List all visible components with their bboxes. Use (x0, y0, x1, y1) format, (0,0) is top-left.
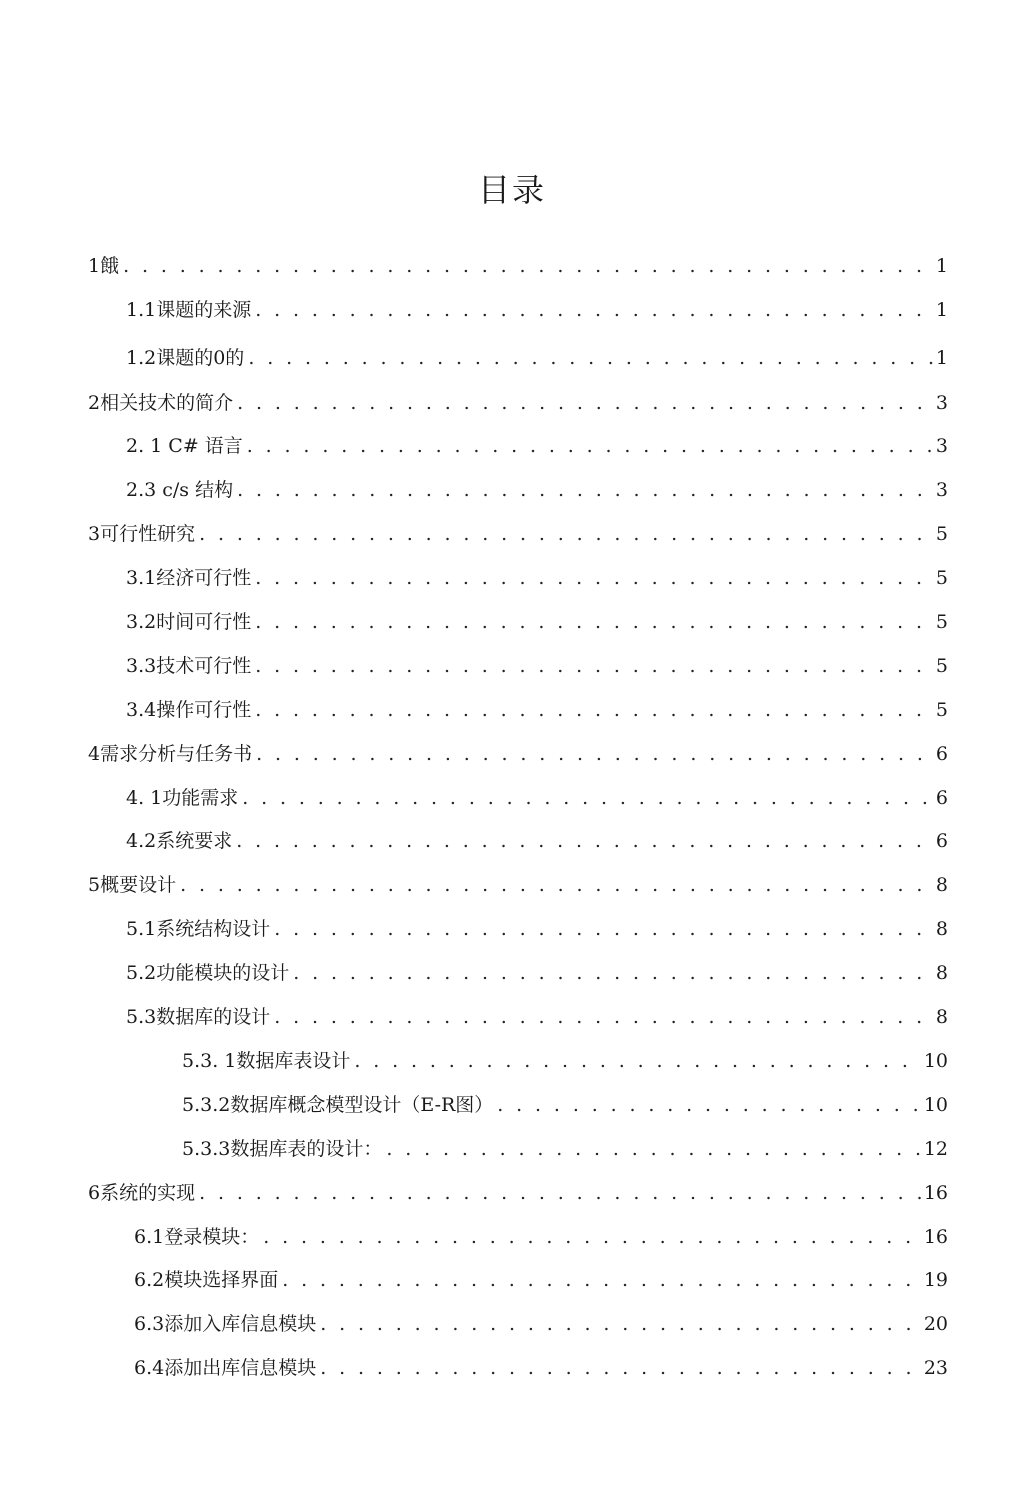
toc-entry-page: 1 (935, 299, 948, 321)
toc-entry[interactable] (134, 1308, 948, 1340)
toc-entry[interactable] (182, 1133, 948, 1165)
toc-leader-dots (320, 1352, 922, 1384)
toc-leader-dots (256, 738, 934, 770)
toc-entry-label: 3.2时间可行性 (126, 611, 252, 633)
toc-leader-dots (255, 562, 934, 594)
toc-entry[interactable] (126, 694, 948, 726)
toc-entry-label: 5概要设计 (88, 874, 177, 896)
toc-entry-page: 20 (923, 1313, 948, 1335)
toc-leader-dots (274, 1001, 934, 1033)
toc-leader-dots (123, 250, 934, 282)
toc-entry[interactable] (126, 294, 948, 326)
toc-entry[interactable] (88, 250, 948, 282)
toc-entry-label: 6.4添加出库信息模块 (134, 1357, 317, 1379)
toc-entry-page: 8 (935, 962, 948, 984)
toc-entry-label: 4需求分析与任务书 (88, 743, 253, 765)
toc-entry-label: 5.1系统结构设计 (126, 918, 271, 940)
toc-leader-dots (247, 430, 934, 462)
toc-leader-dots (255, 606, 934, 638)
toc-entry-page: 19 (923, 1269, 948, 1291)
toc-leader-dots (354, 1045, 921, 1077)
toc-entry-page: 5 (935, 523, 948, 545)
toc-entry[interactable] (126, 1001, 948, 1033)
toc-entry[interactable] (134, 1264, 948, 1296)
toc-entry-label: 3.4操作可行性 (126, 699, 252, 721)
toc-leader-dots (242, 782, 934, 814)
toc-entry-label: 1.2课题的0的 (126, 347, 245, 369)
toc-leader-dots (237, 474, 934, 506)
toc-entry-page: 1 (935, 255, 948, 277)
toc-entry-label: 2相关技术的简介 (88, 392, 234, 414)
toc-entry-page: 10 (923, 1094, 948, 1116)
toc-entry-page: 23 (923, 1357, 948, 1379)
toc-entry-page: 6 (935, 743, 948, 765)
toc-entry[interactable] (88, 387, 948, 419)
toc-entry-label: 6系统的实现 (88, 1182, 196, 1204)
toc-entry-label: 3.3技术可行性 (126, 655, 252, 677)
toc-entry-page: 6 (935, 787, 948, 809)
toc-leader-dots (263, 1221, 922, 1253)
toc-leader-dots (320, 1308, 922, 1340)
toc-entry-label: 6.2模块选择界面 (134, 1269, 279, 1291)
toc-leader-dots (282, 1264, 922, 1296)
toc-entry-page: 3 (935, 392, 948, 414)
toc-entry-page: 3 (935, 435, 948, 457)
toc-entry-page: 8 (935, 874, 948, 896)
toc-leader-dots (236, 825, 934, 857)
toc-leader-dots (255, 294, 934, 326)
toc-entry[interactable] (88, 1177, 948, 1209)
toc-entry-page: 1 (935, 347, 948, 369)
toc-entry[interactable] (182, 1045, 948, 1077)
toc-entry[interactable] (126, 825, 948, 857)
toc-entry[interactable] (126, 342, 948, 374)
page-title: 目录 (477, 171, 546, 209)
toc-entry-page: 5 (935, 567, 948, 589)
toc-entry-label: 6.3添加入库信息模块 (134, 1313, 317, 1335)
toc-entry-page: 3 (935, 479, 948, 501)
toc-entry-label: 5.2功能模块的设计 (126, 962, 290, 984)
toc-entry[interactable] (126, 606, 948, 638)
toc-entry[interactable] (88, 869, 948, 901)
toc-entry-page: 12 (923, 1138, 948, 1160)
toc-entry[interactable] (126, 913, 948, 945)
toc-entry-label: 3.1经济可行性 (126, 567, 252, 589)
toc-entry[interactable] (126, 650, 948, 682)
toc-entry[interactable] (134, 1221, 948, 1253)
toc-leader-dots (255, 694, 934, 726)
toc-entry-label: 1餓 (88, 255, 120, 277)
toc-entry[interactable] (88, 518, 948, 550)
toc-entry-page: 16 (923, 1182, 948, 1204)
toc-entry-label: 5.3.2数据库概念模型设计（E-R图） (182, 1094, 494, 1116)
toc-entry-page: 16 (923, 1226, 948, 1248)
toc-entry[interactable] (134, 1352, 948, 1384)
toc-leader-dots (237, 387, 934, 419)
toc-entry-label: 1.1课题的来源 (126, 299, 252, 321)
toc-leader-dots (248, 342, 934, 374)
toc-entry-label: 2.3 c/s 结构 (126, 479, 234, 501)
toc-entry-page: 5 (935, 699, 948, 721)
toc-entry[interactable] (126, 562, 948, 594)
toc-entry-page: 8 (935, 918, 948, 940)
toc-entry[interactable] (88, 738, 948, 770)
toc-entry[interactable] (126, 957, 948, 989)
toc-leader-dots (255, 650, 934, 682)
toc-entry[interactable] (182, 1089, 948, 1121)
toc-entry[interactable] (126, 430, 948, 462)
toc-entry-label: 4.2系统要求 (126, 830, 233, 852)
toc-entry-label: 3可行性研究 (88, 523, 196, 545)
toc-entry[interactable] (126, 782, 948, 814)
toc-entry-label: 2. 1 C# 语言 (126, 435, 243, 457)
toc-leader-dots (497, 1089, 922, 1121)
toc-entry-label: 5.3数据库的设计 (126, 1006, 271, 1028)
toc-leader-dots (274, 913, 934, 945)
toc-leader-dots (199, 518, 934, 550)
toc-entry-page: 10 (923, 1050, 948, 1072)
toc-leader-dots (180, 869, 934, 901)
toc-leader-dots (386, 1133, 921, 1165)
toc-leader-dots (199, 1177, 922, 1209)
toc-entry-page: 5 (935, 655, 948, 677)
toc-entry-label: 4. 1功能需求 (126, 787, 239, 809)
toc-entry-label: 5.3.3数据库表的设计： (182, 1138, 383, 1160)
toc-leader-dots (293, 957, 934, 989)
toc-entry[interactable] (126, 474, 948, 506)
toc-entry-label: 6.1登录模块： (134, 1226, 260, 1248)
toc-entry-page: 6 (935, 830, 948, 852)
toc-entry-label: 5.3. 1数据库表设计 (182, 1050, 351, 1072)
toc-entry-page: 5 (935, 611, 948, 633)
toc-entry-page: 8 (935, 1006, 948, 1028)
